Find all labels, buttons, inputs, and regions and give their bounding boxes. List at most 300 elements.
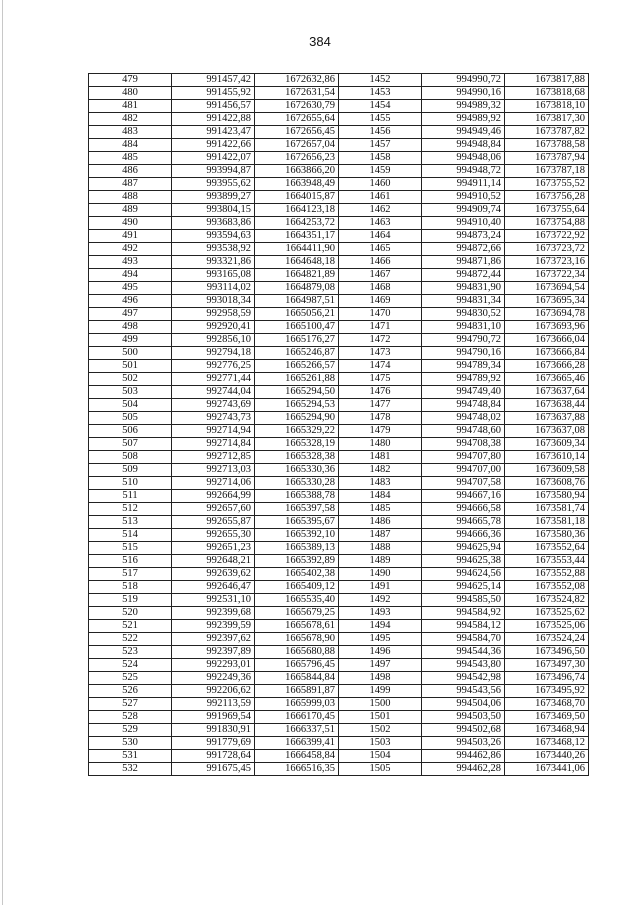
table-cell: 1673610,14 — [505, 451, 589, 464]
table-cell: 992657,60 — [172, 503, 255, 516]
table-cell: 1665409,12 — [255, 581, 339, 594]
table-cell: 1666458,84 — [255, 750, 339, 763]
table-cell: 992714,06 — [172, 477, 255, 490]
table-cell: 994502,68 — [422, 724, 505, 737]
table-cell: 1665176,27 — [255, 334, 339, 347]
table-cell: 504 — [89, 399, 172, 412]
table-cell: 1673496,50 — [505, 646, 589, 659]
table-cell: 994990,16 — [422, 87, 505, 100]
table-cell: 522 — [89, 633, 172, 646]
table-cell: 506 — [89, 425, 172, 438]
table-cell: 994625,94 — [422, 542, 505, 555]
table-cell: 1665680,88 — [255, 646, 339, 659]
table-cell: 1464 — [339, 230, 422, 243]
table-cell: 1665389,13 — [255, 542, 339, 555]
table-row — [89, 230, 589, 243]
table-cell: 991423,47 — [172, 126, 255, 139]
table-cell: 1673468,12 — [505, 737, 589, 750]
table-row — [89, 568, 589, 581]
table-cell: 519 — [89, 594, 172, 607]
table-cell: 1474 — [339, 360, 422, 373]
table-cell: 994830,52 — [422, 308, 505, 321]
table-cell: 992397,89 — [172, 646, 255, 659]
table-cell: 532 — [89, 763, 172, 776]
table-cell: 1673818,68 — [505, 87, 589, 100]
table-cell: 501 — [89, 360, 172, 373]
table-cell: 1665294,53 — [255, 399, 339, 412]
table-cell: 1666399,41 — [255, 737, 339, 750]
table-cell: 526 — [89, 685, 172, 698]
table-cell: 992743,73 — [172, 412, 255, 425]
table-cell: 1673440,26 — [505, 750, 589, 763]
table-cell: 994707,00 — [422, 464, 505, 477]
table-cell: 500 — [89, 347, 172, 360]
table-row — [89, 438, 589, 451]
table-row — [89, 542, 589, 555]
table-cell: 1496 — [339, 646, 422, 659]
table-cell: 1665535,40 — [255, 594, 339, 607]
table-cell: 1503 — [339, 737, 422, 750]
table-cell: 1672657,04 — [255, 139, 339, 152]
table-row — [89, 607, 589, 620]
table-cell: 1673723,16 — [505, 256, 589, 269]
table-row — [89, 490, 589, 503]
table-cell: 1505 — [339, 763, 422, 776]
table-cell: 994790,16 — [422, 347, 505, 360]
table-cell: 1473 — [339, 347, 422, 360]
table-cell: 994708,38 — [422, 438, 505, 451]
table-row — [89, 217, 589, 230]
table-cell: 993321,86 — [172, 256, 255, 269]
table-cell: 1673787,18 — [505, 165, 589, 178]
table-cell: 991422,88 — [172, 113, 255, 126]
table-cell: 994871,86 — [422, 256, 505, 269]
coordinates-table-body — [89, 74, 589, 776]
table-cell: 1457 — [339, 139, 422, 152]
table-cell: 992743,69 — [172, 399, 255, 412]
table-cell: 992648,21 — [172, 555, 255, 568]
table-cell: 1665397,58 — [255, 503, 339, 516]
table-cell: 1673693,96 — [505, 321, 589, 334]
table-cell: 994707,58 — [422, 477, 505, 490]
coordinates-table — [88, 73, 589, 776]
table-cell: 1673637,88 — [505, 412, 589, 425]
table-cell: 1672656,23 — [255, 152, 339, 165]
table-cell: 994462,28 — [422, 763, 505, 776]
table-cell: 1673722,34 — [505, 269, 589, 282]
table-cell: 485 — [89, 152, 172, 165]
table-cell: 1462 — [339, 204, 422, 217]
table-cell: 993804,15 — [172, 204, 255, 217]
table-cell: 994790,72 — [422, 334, 505, 347]
table-cell: 1665294,90 — [255, 412, 339, 425]
table-cell: 992856,10 — [172, 334, 255, 347]
table-cell: 1673552,08 — [505, 581, 589, 594]
table-cell: 994748,60 — [422, 425, 505, 438]
table-cell: 1665402,38 — [255, 568, 339, 581]
table-row — [89, 711, 589, 724]
table-cell: 1497 — [339, 659, 422, 672]
table-cell: 524 — [89, 659, 172, 672]
table-cell: 1665891,87 — [255, 685, 339, 698]
table-row — [89, 529, 589, 542]
table-row — [89, 386, 589, 399]
table-cell: 991422,66 — [172, 139, 255, 152]
table-cell: 1673581,18 — [505, 516, 589, 529]
table-cell: 515 — [89, 542, 172, 555]
table-cell: 528 — [89, 711, 172, 724]
table-cell: 992249,36 — [172, 672, 255, 685]
table-cell: 1665679,25 — [255, 607, 339, 620]
table-row — [89, 659, 589, 672]
table-cell: 992639,62 — [172, 568, 255, 581]
table-row — [89, 256, 589, 269]
table-cell: 520 — [89, 607, 172, 620]
table-cell: 1665294,50 — [255, 386, 339, 399]
table-cell: 1482 — [339, 464, 422, 477]
table-cell: 1673694,54 — [505, 282, 589, 295]
table-cell: 1664015,87 — [255, 191, 339, 204]
table-cell: 1673609,58 — [505, 464, 589, 477]
table-cell: 992776,25 — [172, 360, 255, 373]
table-cell: 1463 — [339, 217, 422, 230]
table-cell: 992920,41 — [172, 321, 255, 334]
table-cell: 1484 — [339, 490, 422, 503]
table-cell: 1673468,94 — [505, 724, 589, 737]
table-cell: 994990,72 — [422, 74, 505, 87]
table-cell: 1673496,74 — [505, 672, 589, 685]
table-cell: 992744,04 — [172, 386, 255, 399]
table-cell: 530 — [89, 737, 172, 750]
table-cell: 1673552,88 — [505, 568, 589, 581]
table-cell: 1673552,64 — [505, 542, 589, 555]
table-row — [89, 282, 589, 295]
table-row — [89, 243, 589, 256]
table-cell: 992713,03 — [172, 464, 255, 477]
table-cell: 1666337,51 — [255, 724, 339, 737]
table-cell: 994584,70 — [422, 633, 505, 646]
table-cell: 511 — [89, 490, 172, 503]
table-cell: 483 — [89, 126, 172, 139]
table-cell: 1665266,57 — [255, 360, 339, 373]
table-cell: 1454 — [339, 100, 422, 113]
table-cell: 992714,94 — [172, 425, 255, 438]
table-cell: 991728,64 — [172, 750, 255, 763]
table-cell: 992397,62 — [172, 633, 255, 646]
table-cell: 1488 — [339, 542, 422, 555]
table-cell: 994542,98 — [422, 672, 505, 685]
table-cell: 1461 — [339, 191, 422, 204]
table-cell: 492 — [89, 243, 172, 256]
table-cell: 994948,84 — [422, 139, 505, 152]
table-cell: 994624,56 — [422, 568, 505, 581]
table-cell: 1672631,54 — [255, 87, 339, 100]
table-cell: 994831,34 — [422, 295, 505, 308]
table-cell: 514 — [89, 529, 172, 542]
table-cell: 992399,59 — [172, 620, 255, 633]
table-cell: 495 — [89, 282, 172, 295]
table-cell: 1493 — [339, 607, 422, 620]
table-cell: 994749,40 — [422, 386, 505, 399]
table-cell: 1666516,35 — [255, 763, 339, 776]
table-cell: 994789,34 — [422, 360, 505, 373]
table-row — [89, 308, 589, 321]
table-cell: 994584,92 — [422, 607, 505, 620]
table-row — [89, 724, 589, 737]
table-cell: 517 — [89, 568, 172, 581]
table-cell: 994462,86 — [422, 750, 505, 763]
table-cell: 994789,92 — [422, 373, 505, 386]
table-cell: 1665678,90 — [255, 633, 339, 646]
table-cell: 1481 — [339, 451, 422, 464]
table-row — [89, 360, 589, 373]
table-cell: 525 — [89, 672, 172, 685]
table-cell: 1673755,52 — [505, 178, 589, 191]
table-cell: 493 — [89, 256, 172, 269]
table-cell: 1673787,82 — [505, 126, 589, 139]
table-cell: 1499 — [339, 685, 422, 698]
table-cell: 992399,68 — [172, 607, 255, 620]
table-cell: 993899,27 — [172, 191, 255, 204]
table-cell: 994872,44 — [422, 269, 505, 282]
table-cell: 1673524,82 — [505, 594, 589, 607]
table-cell: 1460 — [339, 178, 422, 191]
table-row — [89, 672, 589, 685]
table-cell: 1665392,89 — [255, 555, 339, 568]
table-cell: 498 — [89, 321, 172, 334]
table-cell: 1665999,03 — [255, 698, 339, 711]
table-cell: 1665330,36 — [255, 464, 339, 477]
table-cell: 992794,18 — [172, 347, 255, 360]
table-row — [89, 204, 589, 217]
table-row — [89, 321, 589, 334]
table-cell: 502 — [89, 373, 172, 386]
table-cell: 1673755,64 — [505, 204, 589, 217]
table-cell: 1664648,18 — [255, 256, 339, 269]
table-row — [89, 399, 589, 412]
table-cell: 1459 — [339, 165, 422, 178]
table-cell: 991779,69 — [172, 737, 255, 750]
table-row — [89, 464, 589, 477]
table-cell: 992712,85 — [172, 451, 255, 464]
table-cell: 1673788,58 — [505, 139, 589, 152]
table-cell: 1485 — [339, 503, 422, 516]
table-cell: 992771,44 — [172, 373, 255, 386]
table-cell: 1673497,30 — [505, 659, 589, 672]
table-cell: 1673553,44 — [505, 555, 589, 568]
table-row — [89, 750, 589, 763]
table-cell: 1673581,74 — [505, 503, 589, 516]
table-cell: 1665388,78 — [255, 490, 339, 503]
table-cell: 1673525,62 — [505, 607, 589, 620]
table-cell: 1673817,88 — [505, 74, 589, 87]
table-cell: 1487 — [339, 529, 422, 542]
table-cell: 1665844,84 — [255, 672, 339, 685]
table-row — [89, 347, 589, 360]
table-row — [89, 737, 589, 750]
table-cell: 1672630,79 — [255, 100, 339, 113]
table-cell: 1469 — [339, 295, 422, 308]
table-row — [89, 516, 589, 529]
table-row — [89, 126, 589, 139]
table-cell: 992531,10 — [172, 594, 255, 607]
table-cell: 994748,84 — [422, 399, 505, 412]
table-cell: 1480 — [339, 438, 422, 451]
table-cell: 994831,10 — [422, 321, 505, 334]
table-row — [89, 698, 589, 711]
table-cell: 1452 — [339, 74, 422, 87]
table-cell: 1489 — [339, 555, 422, 568]
table-cell: 993994,87 — [172, 165, 255, 178]
table-cell: 1477 — [339, 399, 422, 412]
table-cell: 1673665,46 — [505, 373, 589, 386]
table-cell: 991455,92 — [172, 87, 255, 100]
table-cell: 1663866,20 — [255, 165, 339, 178]
table-cell: 994667,16 — [422, 490, 505, 503]
table-cell: 994503,50 — [422, 711, 505, 724]
table-cell: 992714,84 — [172, 438, 255, 451]
table-cell: 992958,59 — [172, 308, 255, 321]
table-cell: 1478 — [339, 412, 422, 425]
table-cell: 994625,38 — [422, 555, 505, 568]
table-row — [89, 555, 589, 568]
table-cell: 1672656,45 — [255, 126, 339, 139]
table-cell: 1665100,47 — [255, 321, 339, 334]
table-cell: 994543,56 — [422, 685, 505, 698]
table-cell: 508 — [89, 451, 172, 464]
table-cell: 994948,72 — [422, 165, 505, 178]
table-row — [89, 594, 589, 607]
table-cell: 1673756,28 — [505, 191, 589, 204]
table-row — [89, 74, 589, 87]
table-cell: 1665796,45 — [255, 659, 339, 672]
table-row — [89, 451, 589, 464]
table-cell: 1664411,90 — [255, 243, 339, 256]
table-row — [89, 87, 589, 100]
table-cell: 1491 — [339, 581, 422, 594]
table-cell: 994544,36 — [422, 646, 505, 659]
table-cell: 1672632,86 — [255, 74, 339, 87]
table-cell: 1665328,38 — [255, 451, 339, 464]
table-cell: 994585,50 — [422, 594, 505, 607]
table-cell: 486 — [89, 165, 172, 178]
table-cell: 490 — [89, 217, 172, 230]
table-cell: 509 — [89, 464, 172, 477]
table-cell: 513 — [89, 516, 172, 529]
table-cell: 994625,14 — [422, 581, 505, 594]
table-cell: 1665392,10 — [255, 529, 339, 542]
table-cell: 1673818,10 — [505, 100, 589, 113]
table-cell: 479 — [89, 74, 172, 87]
table-cell: 1665678,61 — [255, 620, 339, 633]
table-cell: 993114,02 — [172, 282, 255, 295]
table-cell: 994707,80 — [422, 451, 505, 464]
table-cell: 1500 — [339, 698, 422, 711]
table-cell: 512 — [89, 503, 172, 516]
table-cell: 1458 — [339, 152, 422, 165]
table-cell: 991969,54 — [172, 711, 255, 724]
table-cell: 992651,23 — [172, 542, 255, 555]
table-cell: 1673608,76 — [505, 477, 589, 490]
table-cell: 992293,01 — [172, 659, 255, 672]
table-cell: 994503,26 — [422, 737, 505, 750]
table-cell: 1673525,06 — [505, 620, 589, 633]
table-cell: 494 — [89, 269, 172, 282]
table-cell: 1665328,19 — [255, 438, 339, 451]
table-cell: 1673469,50 — [505, 711, 589, 724]
table-cell: 994948,06 — [422, 152, 505, 165]
table-cell: 1466 — [339, 256, 422, 269]
table-cell: 1663948,49 — [255, 178, 339, 191]
table-cell: 1665056,21 — [255, 308, 339, 321]
table-row — [89, 477, 589, 490]
table-cell: 481 — [89, 100, 172, 113]
table-row — [89, 334, 589, 347]
table-cell: 1673666,84 — [505, 347, 589, 360]
table-cell: 516 — [89, 555, 172, 568]
table-cell: 1475 — [339, 373, 422, 386]
table-cell: 480 — [89, 87, 172, 100]
table-cell: 1673722,92 — [505, 230, 589, 243]
table-cell: 510 — [89, 477, 172, 490]
table-cell: 991830,91 — [172, 724, 255, 737]
table-cell: 1673817,30 — [505, 113, 589, 126]
table-cell: 994910,40 — [422, 217, 505, 230]
table-cell: 994989,32 — [422, 100, 505, 113]
table-row — [89, 763, 589, 776]
table-cell: 1490 — [339, 568, 422, 581]
table-cell: 1665395,67 — [255, 516, 339, 529]
table-cell: 994910,52 — [422, 191, 505, 204]
table-cell: 1467 — [339, 269, 422, 282]
table-cell: 1665329,22 — [255, 425, 339, 438]
table-cell: 505 — [89, 412, 172, 425]
table-cell: 1486 — [339, 516, 422, 529]
table-cell: 993683,86 — [172, 217, 255, 230]
table-cell: 1673666,28 — [505, 360, 589, 373]
table-row — [89, 113, 589, 126]
table-cell: 1666170,45 — [255, 711, 339, 724]
table-cell: 1673609,34 — [505, 438, 589, 451]
table-cell: 1495 — [339, 633, 422, 646]
table-cell: 527 — [89, 698, 172, 711]
table-cell: 1455 — [339, 113, 422, 126]
table-cell: 1479 — [339, 425, 422, 438]
page-number: 384 — [309, 34, 331, 49]
table-cell: 1470 — [339, 308, 422, 321]
table-row — [89, 178, 589, 191]
table-cell: 1664879,08 — [255, 282, 339, 295]
table-cell: 993018,34 — [172, 295, 255, 308]
table-cell: 1664123,18 — [255, 204, 339, 217]
table-cell: 1453 — [339, 87, 422, 100]
table-cell: 499 — [89, 334, 172, 347]
table-row — [89, 269, 589, 282]
table-cell: 507 — [89, 438, 172, 451]
table-row — [89, 425, 589, 438]
table-cell: 991456,57 — [172, 100, 255, 113]
table-cell: 1665261,88 — [255, 373, 339, 386]
table-cell: 1673524,24 — [505, 633, 589, 646]
table-cell: 1664351,17 — [255, 230, 339, 243]
table-cell: 992113,59 — [172, 698, 255, 711]
table-cell: 1673468,70 — [505, 698, 589, 711]
table-row — [89, 620, 589, 633]
table-cell: 1502 — [339, 724, 422, 737]
table-cell: 523 — [89, 646, 172, 659]
table-cell: 529 — [89, 724, 172, 737]
table-cell: 994543,80 — [422, 659, 505, 672]
